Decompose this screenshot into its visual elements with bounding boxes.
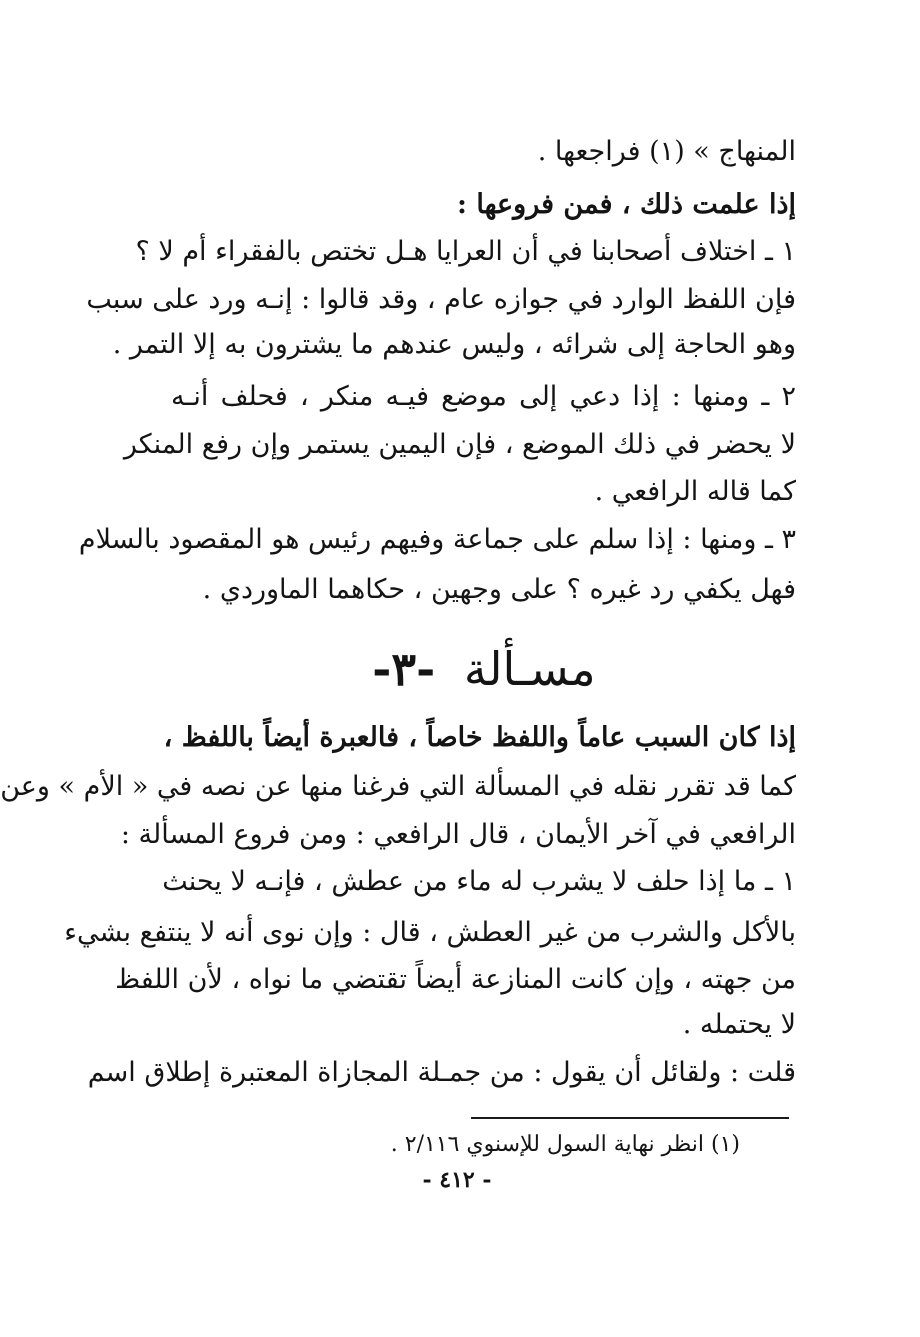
body-text-line: فإن اللفظ الوارد في جوازه عام ، وقد قالوا : إنـه ورد على سبب	[86, 284, 796, 315]
body-text-line: ٣ ـ ومنها : إذا سلم على جماعة وفيهم رئيس هو المقصود بالسلام	[78, 524, 796, 555]
body-text-line: ١ ـ ما إذا حلف لا يشرب له ماء من عطش ، فإنـه لا يحنث	[162, 866, 796, 897]
body-text-line: كما قد تقرر نقله في المسألة التي فرغنا منها عن نصه في « الأم » وعن	[0, 771, 796, 802]
footnote: (١) انظر نهاية السول للإسنوي ٢/١١٦ .	[390, 1132, 740, 1157]
body-text-line: المنهاج » (١) فراجعها .	[537, 136, 796, 167]
section-heading-word: مسـألة	[463, 642, 596, 696]
section-heading	[48, 636, 920, 702]
body-text-line: كما قاله الرافعي .	[594, 476, 796, 507]
body-text-line: من جهته ، وإن كانت المنازعة أيضاً تقتضي ما نواه ، لأن اللفظ	[115, 964, 796, 995]
body-text-line: لا يحضر في ذلك الموضع ، فإن اليمين يستمر وإن رفع المنكر	[123, 429, 796, 460]
body-text-line: لا يحتمله .	[682, 1009, 796, 1040]
body-text-line: قلت : ولقائل أن يقول : من جمـلة المجازاة المعتبرة إطلاق اسم	[87, 1057, 796, 1088]
body-text-line: إذا كان السبب عاماً واللفظ خاصاً ، فالعبرة أيضاً باللفظ ،	[163, 722, 796, 753]
body-text-line: وهو الحاجة إلى شرائه ، وليس عندهم ما يشترون به إلا التمر .	[112, 329, 796, 360]
body-text-line: فهل يكفي رد غيره ؟ على وجهين ، حكاهما الماوردي .	[202, 574, 796, 605]
body-text-line: ١ ـ اختلاف أصحابنا في أن العرايا هـل تختص بالفقراء أم لا ؟	[135, 236, 796, 267]
footnote-divider	[471, 1117, 789, 1119]
body-text-line: الرافعي في آخر الأيمان ، قال الرافعي : ومن فروع المسألة :	[120, 819, 796, 850]
body-text-line: ٢ ـ ومنها : إذا دعي إلى موضع فيـه منكر ، فحلف أنـه	[171, 381, 796, 412]
section-heading-number: -٣-	[372, 642, 436, 696]
page-number: - ٤١٢ -	[422, 1167, 492, 1193]
body-text-line: بالأكل والشرب من غير العطش ، قال : وإن نوى أنه لا ينتفع بشيء	[64, 917, 796, 948]
body-text-line: إذا علمت ذلك ، فمن فروعها :	[457, 189, 796, 220]
